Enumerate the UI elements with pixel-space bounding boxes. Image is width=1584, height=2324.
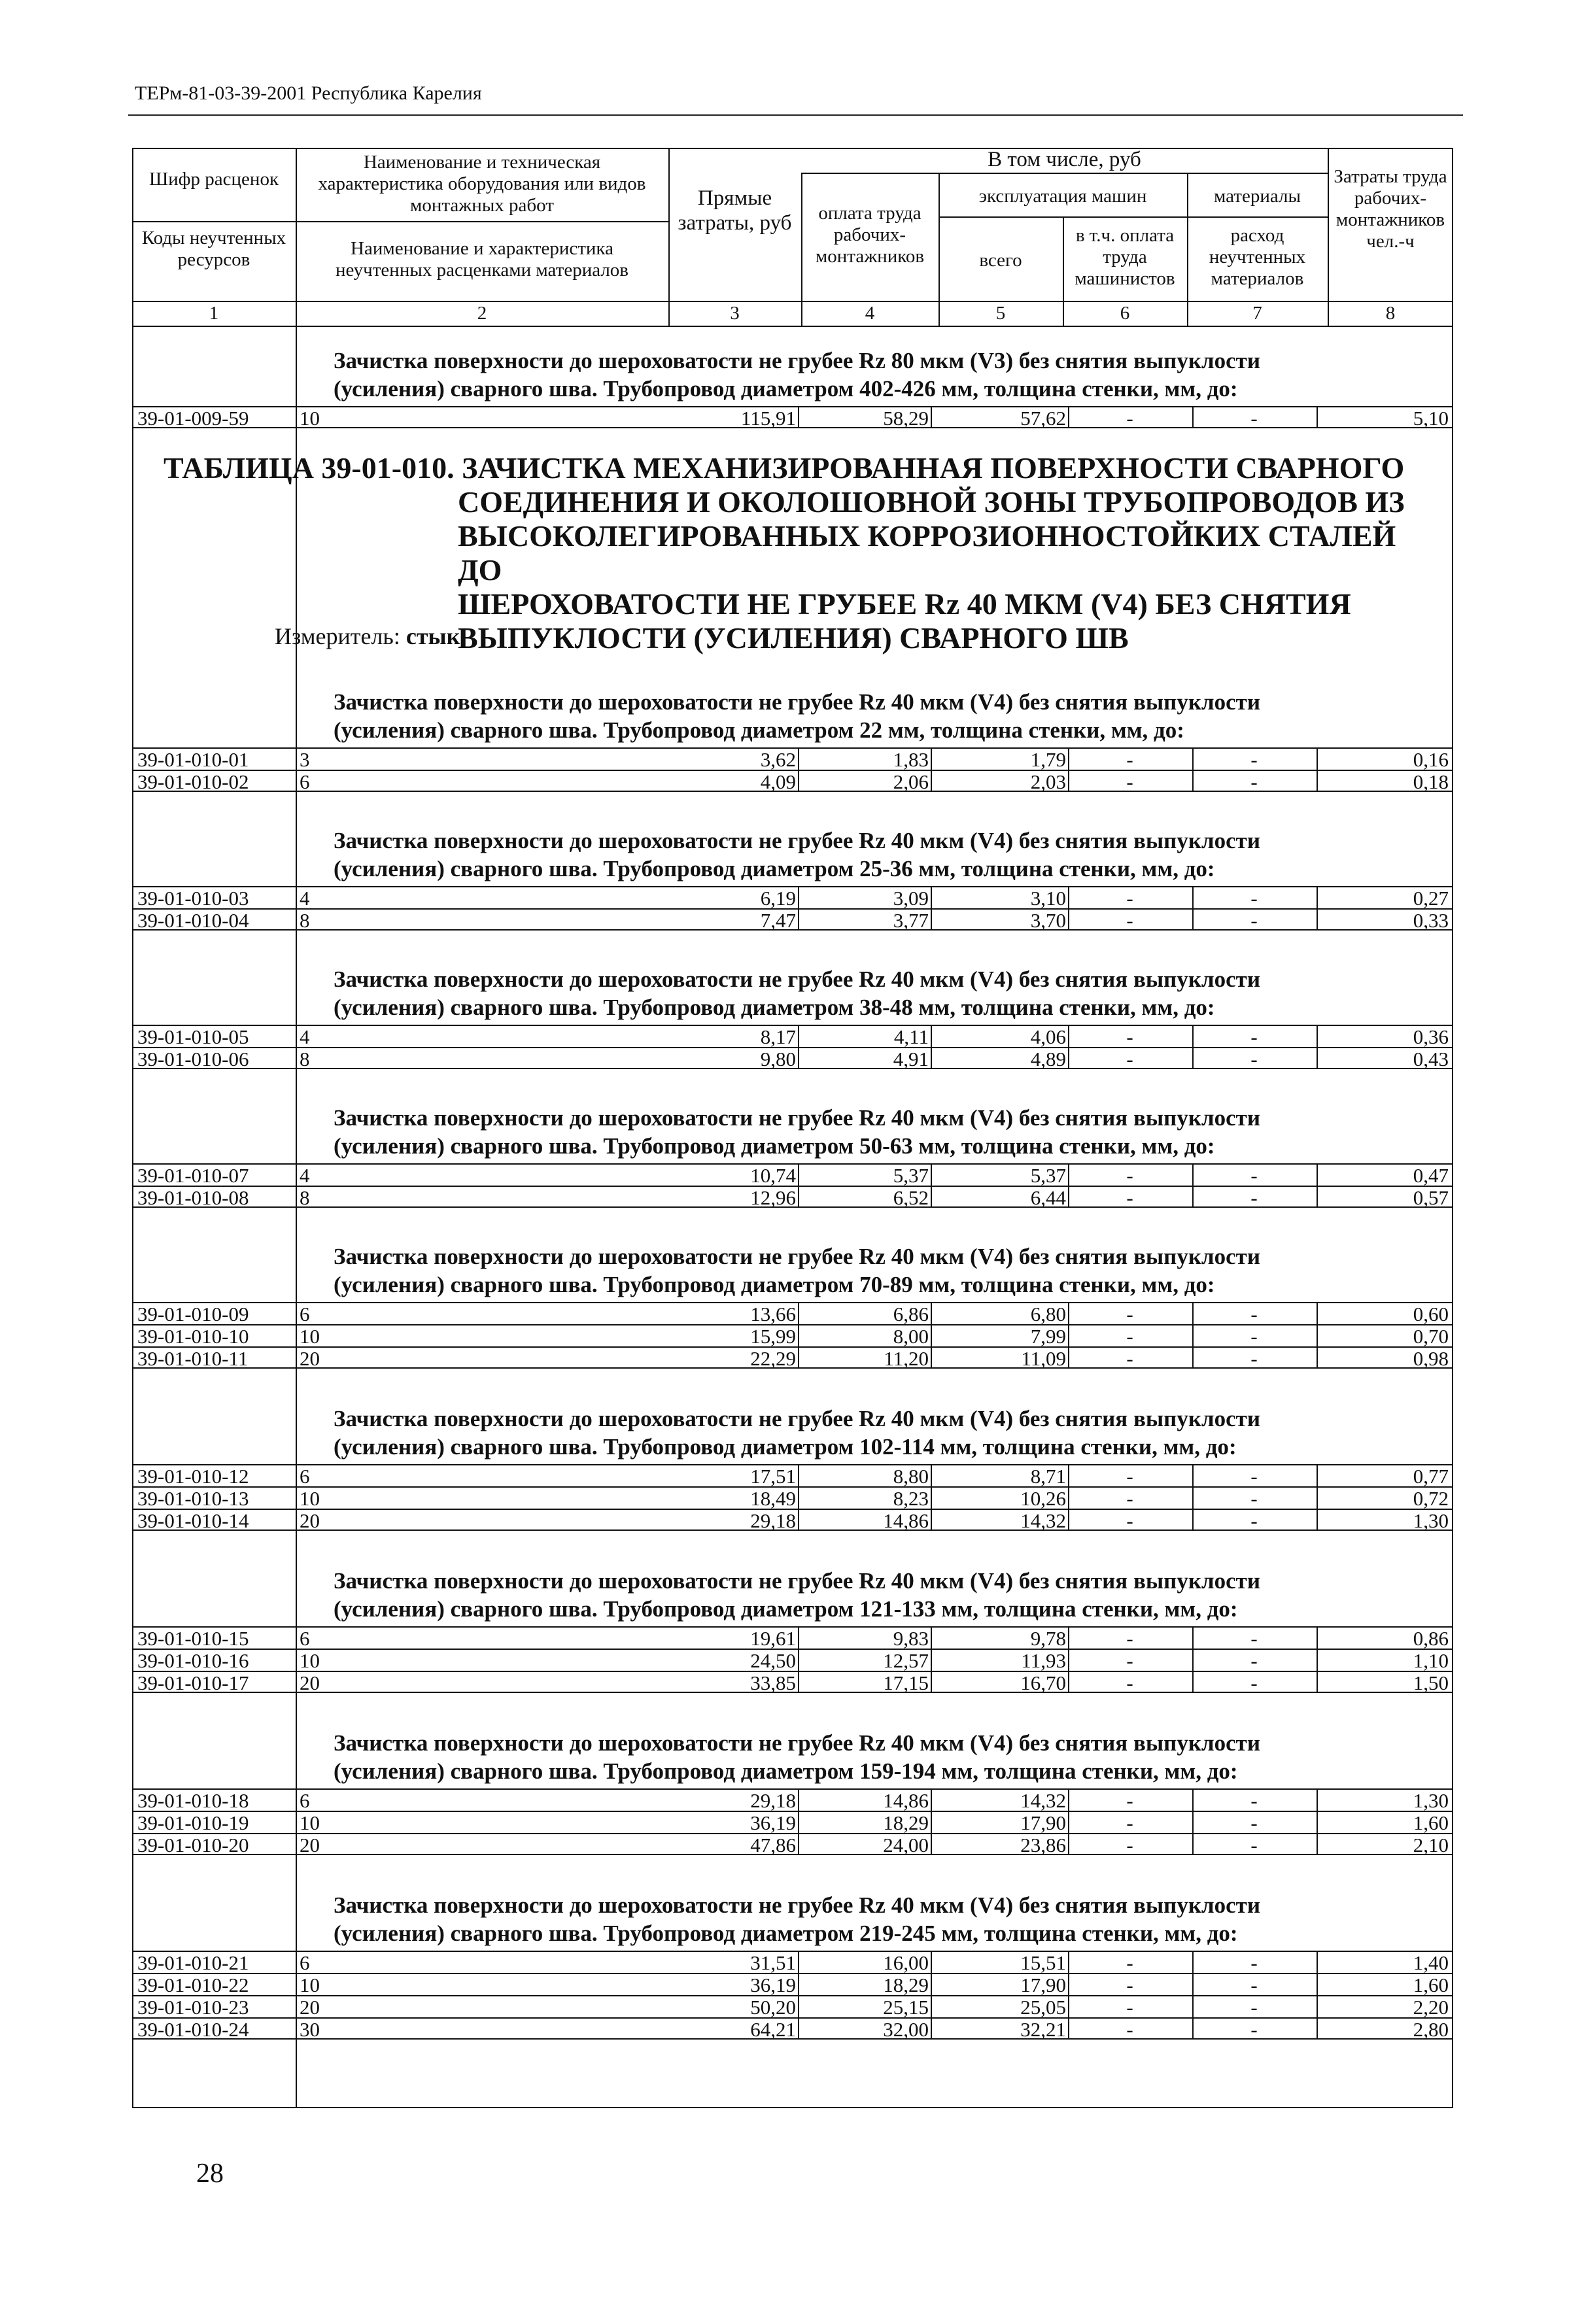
labor-cost-cell: 17,15 xyxy=(801,1672,932,1693)
materials-cost-cell: - xyxy=(1194,1465,1318,1486)
table-row xyxy=(132,1995,1453,2017)
machine-cost-cell: 3,70 xyxy=(938,910,1069,931)
group-title-line: (усиления) сварного шва. Трубопровод диаметром 38-48 мм, толщина стенки, мм, до: xyxy=(334,995,1215,1020)
machine-cost-cell: 17,90 xyxy=(938,1812,1069,1833)
direct-cost-cell: 18,49 xyxy=(668,1488,799,1509)
table-row xyxy=(132,1346,1453,1369)
machinist-pay-cell: - xyxy=(1069,1834,1194,1855)
machinist-pay-cell: - xyxy=(1069,1952,1194,1973)
price-code-cell: 39-01-010-17 xyxy=(137,1671,249,1694)
labor-cost-cell: 18,29 xyxy=(801,1974,932,1995)
materials-cost-cell: - xyxy=(1194,771,1318,792)
direct-cost-cell: 36,19 xyxy=(668,1812,799,1833)
header-c4: оплата труда рабочих-монтажников xyxy=(815,203,925,267)
price-code-cell: 39-01-010-19 xyxy=(137,1811,249,1834)
machine-cost-cell: 4,06 xyxy=(938,1026,1069,1047)
materials-cost-cell: - xyxy=(1194,1048,1318,1069)
table-row xyxy=(132,770,1453,792)
thickness-cell: 20 xyxy=(300,1996,320,2019)
table-row xyxy=(132,1302,1453,1324)
thickness-cell: 10 xyxy=(300,1974,320,1996)
group-title-line: Зачистка поверхности до шероховатости не грубее Rz 40 мкм (V4) без снятия выпуклости xyxy=(334,1244,1261,1269)
materials-cost-cell: - xyxy=(1194,1510,1318,1531)
section-title-line: Зачистка поверхности до шероховатости не грубее Rz 80 мкм (V3) без снятия выпуклости xyxy=(334,348,1261,373)
group-title-line: Зачистка поверхности до шероховатости не грубее Rz 40 мкм (V4) без снятия выпуклости xyxy=(334,966,1261,992)
header-c8: Затраты труда рабочих-монтажников чел.-ч xyxy=(1334,166,1447,252)
machinist-pay-cell: - xyxy=(1069,1026,1194,1047)
header-number-8: 8 xyxy=(1385,303,1396,324)
header-c7: расход неучтенных материалов xyxy=(1209,225,1306,289)
group-title xyxy=(334,1729,1260,1785)
table-row xyxy=(132,1973,1453,1995)
labor-hours-cell: 1,30 xyxy=(1413,1509,1449,1532)
table-caption-line-1 xyxy=(164,451,1445,485)
materials-cost-cell: - xyxy=(1194,1325,1318,1346)
header-machines: эксплуатация машин xyxy=(978,186,1147,207)
thickness-cell: 8 xyxy=(300,909,310,932)
price-code-cell: 39-01-010-18 xyxy=(137,1789,249,1812)
table-caption-text: ЗАЧИСТКА МЕХАНИЗИРОВАННАЯ ПОВЕРХНОСТИ СВАРНОГО xyxy=(462,451,1405,485)
header-c1-bottom: Коды неучтенных ресурсов xyxy=(141,228,286,270)
machine-cost-cell: 15,51 xyxy=(938,1952,1069,1973)
labor-cost-cell: 12,57 xyxy=(801,1650,932,1671)
labor-cost-cell: 24,00 xyxy=(801,1834,932,1855)
materials-cost-cell: - xyxy=(1194,407,1318,428)
direct-cost-cell: 6,19 xyxy=(668,887,799,908)
labor-cost-cell: 8,23 xyxy=(801,1488,932,1509)
running-header: ТЕРм-81-03-39-2001 Республика Карелия xyxy=(135,82,482,104)
group-title xyxy=(334,688,1260,744)
materials-cost-cell: - xyxy=(1194,2019,1318,2040)
machine-cost-cell: 6,80 xyxy=(938,1303,1069,1324)
materials-cost-cell: - xyxy=(1194,1952,1318,1973)
labor-cost-cell: 32,00 xyxy=(801,2019,932,2040)
direct-cost-cell: 4,09 xyxy=(668,771,799,792)
price-code-cell: 39-01-010-15 xyxy=(137,1627,249,1650)
group-title-line: Зачистка поверхности до шероховатости не грубее Rz 40 мкм (V4) без снятия выпуклости xyxy=(334,689,1261,715)
group-title-line: Зачистка поверхности до шероховатости не грубее Rz 40 мкм (V4) без снятия выпуклости xyxy=(334,1892,1261,1918)
machine-cost-cell: 3,10 xyxy=(938,887,1069,908)
thickness-cell: 20 xyxy=(300,1671,320,1694)
thickness-cell: 6 xyxy=(300,1951,310,1974)
header-numbers-top-rule xyxy=(132,301,1453,302)
machinist-pay-cell: - xyxy=(1069,1465,1194,1486)
header-col-divider-8 xyxy=(1328,148,1329,327)
labor-cost-cell: 25,15 xyxy=(801,1996,932,2017)
price-code-cell: 39-01-010-01 xyxy=(137,748,249,771)
header-number-5: 5 xyxy=(995,303,1006,324)
table-row xyxy=(132,2017,1453,2040)
direct-cost-cell: 22,29 xyxy=(668,1348,799,1369)
thickness-cell: 20 xyxy=(300,1347,320,1370)
machinist-pay-cell: - xyxy=(1069,407,1194,428)
labor-cost-cell: 14,86 xyxy=(801,1790,932,1811)
materials-cost-cell: - xyxy=(1194,749,1318,770)
price-code-cell: 39-01-010-04 xyxy=(137,909,249,932)
table-caption-prefix: ТАБЛИЦА 39-01-010. xyxy=(164,451,455,485)
table-row xyxy=(132,886,1453,908)
materials-cost-cell: - xyxy=(1194,1790,1318,1811)
price-code-cell: 39-01-010-12 xyxy=(137,1465,249,1488)
materials-cost-cell: - xyxy=(1194,1348,1318,1369)
labor-cost-cell: 14,86 xyxy=(801,1510,932,1531)
direct-cost-cell: 64,21 xyxy=(668,2019,799,2040)
header-col-divider-6 xyxy=(1063,216,1064,327)
labor-hours-cell: 0,60 xyxy=(1413,1303,1449,1325)
machinist-pay-cell: - xyxy=(1069,1165,1194,1186)
materials-cost-cell: - xyxy=(1194,1628,1318,1649)
materials-cost-cell: - xyxy=(1194,910,1318,931)
labor-cost-cell: 8,00 xyxy=(801,1325,932,1346)
direct-cost-cell: 13,66 xyxy=(668,1303,799,1324)
materials-cost-cell: - xyxy=(1194,1650,1318,1671)
price-code-cell: 39-01-010-10 xyxy=(137,1325,249,1348)
thickness-cell: 20 xyxy=(300,1509,320,1532)
header-number-6: 6 xyxy=(1120,303,1130,324)
group-title-line: (усиления) сварного шва. Трубопровод диаметром 121-133 мм, толщина стенки, мм, до: xyxy=(334,1596,1238,1622)
labor-hours-cell: 0,70 xyxy=(1413,1325,1449,1348)
machinist-pay-cell: - xyxy=(1069,749,1194,770)
group-title-line: (усиления) сварного шва. Трубопровод диаметром 22 мм, толщина стенки, мм, до: xyxy=(334,717,1184,743)
machinist-pay-cell: - xyxy=(1069,771,1194,792)
thickness-cell: 8 xyxy=(300,1186,310,1209)
direct-cost-cell: 3,62 xyxy=(668,749,799,770)
labor-cost-cell: 11,20 xyxy=(801,1348,932,1369)
price-code-cell: 39-01-010-05 xyxy=(137,1025,249,1048)
direct-cost-cell: 50,20 xyxy=(668,1996,799,2017)
group-title-line: (усиления) сварного шва. Трубопровод диаметром 219-245 мм, толщина стенки, мм, до: xyxy=(334,1921,1238,1946)
machinist-pay-cell: - xyxy=(1069,1187,1194,1208)
header-number-4: 4 xyxy=(865,303,875,324)
price-code-cell: 39-01-010-21 xyxy=(137,1951,249,1974)
labor-hours-cell: 1,50 xyxy=(1413,1671,1449,1694)
labor-cost-cell: 8,80 xyxy=(801,1465,932,1486)
labor-hours-cell: 0,47 xyxy=(1413,1164,1449,1187)
machine-cost-cell: 16,70 xyxy=(938,1672,1069,1693)
price-code-cell: 39-01-010-24 xyxy=(137,2018,249,2041)
group-title-line: Зачистка поверхности до шероховатости не грубее Rz 40 мкм (V4) без снятия выпуклости xyxy=(334,1105,1261,1131)
machinist-pay-cell: - xyxy=(1069,1790,1194,1811)
direct-cost-cell: 36,19 xyxy=(668,1974,799,1995)
machine-cost-cell: 57,62 xyxy=(938,407,1069,428)
materials-cost-cell: - xyxy=(1194,1488,1318,1509)
thickness-cell: 6 xyxy=(300,1789,310,1812)
direct-cost-cell: 115,91 xyxy=(668,407,799,428)
group-title xyxy=(334,1891,1260,1947)
labor-hours-cell: 0,18 xyxy=(1413,770,1449,793)
materials-cost-cell: - xyxy=(1194,1996,1318,2017)
price-code-cell: 39-01-010-11 xyxy=(137,1347,249,1370)
table-row xyxy=(132,1464,1453,1486)
table-row xyxy=(132,1163,1453,1186)
materials-cost-cell: - xyxy=(1194,1165,1318,1186)
labor-hours-cell: 5,10 xyxy=(1413,407,1449,430)
labor-cost-cell: 5,37 xyxy=(801,1165,932,1186)
table-row xyxy=(132,406,1453,428)
direct-cost-cell: 7,47 xyxy=(668,910,799,931)
labor-hours-cell: 0,16 xyxy=(1413,748,1449,771)
machinist-pay-cell: - xyxy=(1069,1996,1194,2017)
group-title-line: (усиления) сварного шва. Трубопровод диаметром 50-63 мм, толщина стенки, мм, до: xyxy=(334,1133,1215,1159)
thickness-cell: 4 xyxy=(300,887,310,910)
price-code-cell: 39-01-010-16 xyxy=(137,1649,249,1672)
machine-cost-cell: 6,44 xyxy=(938,1187,1069,1208)
header-c2-bottom: Наименование и характеристика неучтенных расценками материалов xyxy=(336,238,628,281)
labor-cost-cell: 4,11 xyxy=(801,1026,932,1047)
labor-hours-cell: 1,40 xyxy=(1413,1951,1449,1974)
direct-cost-cell: 29,18 xyxy=(668,1790,799,1811)
direct-cost-cell: 17,51 xyxy=(668,1465,799,1486)
direct-cost-cell: 15,99 xyxy=(668,1325,799,1346)
section-title-line: (усиления) сварного шва. Трубопровод диаметром 402-426 мм, толщина стенки, мм, до: xyxy=(334,376,1238,402)
labor-hours-cell: 0,86 xyxy=(1413,1627,1449,1650)
machinist-pay-cell: - xyxy=(1069,1048,1194,1069)
machinist-pay-cell: - xyxy=(1069,1325,1194,1346)
table-row xyxy=(132,1788,1453,1811)
group-title-line: (усиления) сварного шва. Трубопровод диаметром 25-36 мм, толщина стенки, мм, до: xyxy=(334,856,1215,881)
labor-cost-cell: 2,06 xyxy=(801,771,932,792)
direct-cost-cell: 31,51 xyxy=(668,1952,799,1973)
table-row xyxy=(132,747,1453,770)
header-materials: материалы xyxy=(1214,186,1301,207)
table-row xyxy=(132,1186,1453,1208)
labor-hours-cell: 1,30 xyxy=(1413,1789,1449,1812)
labor-hours-cell: 1,10 xyxy=(1413,1649,1449,1672)
labor-hours-cell: 2,10 xyxy=(1413,1834,1449,1856)
measure-unit xyxy=(275,623,460,650)
group-title-line: Зачистка поверхности до шероховатости не грубее Rz 40 мкм (V4) без снятия выпуклости xyxy=(334,1568,1261,1594)
page-number: 28 xyxy=(196,2159,224,2189)
group-title xyxy=(334,1104,1260,1160)
labor-cost-cell: 6,86 xyxy=(801,1303,932,1324)
labor-cost-cell: 1,83 xyxy=(801,749,932,770)
machine-cost-cell: 32,21 xyxy=(938,2019,1069,2040)
table-row xyxy=(132,1951,1453,1973)
machinist-pay-cell: - xyxy=(1069,887,1194,908)
labor-cost-cell: 16,00 xyxy=(801,1952,932,1973)
group-title-line: (усиления) сварного шва. Трубопровод диаметром 159-194 мм, толщина стенки, мм, до: xyxy=(334,1758,1238,1784)
header-c5: всего xyxy=(979,250,1022,271)
group-title-line: (усиления) сварного шва. Трубопровод диаметром 102-114 мм, толщина стенки, мм, до: xyxy=(334,1434,1237,1460)
price-code-cell: 39-01-010-20 xyxy=(137,1834,249,1856)
labor-cost-cell: 3,77 xyxy=(801,910,932,931)
table-row xyxy=(132,1486,1453,1509)
direct-cost-cell: 9,80 xyxy=(668,1048,799,1069)
machinist-pay-cell: - xyxy=(1069,1303,1194,1324)
thickness-cell: 4 xyxy=(300,1164,310,1187)
measure-unit-label: Измеритель: xyxy=(275,623,400,649)
labor-hours-cell: 0,27 xyxy=(1413,887,1449,910)
machinist-pay-cell: - xyxy=(1069,1812,1194,1833)
thickness-cell: 10 xyxy=(300,1487,320,1510)
header-c6: в т.ч. оплата труда машинистов xyxy=(1075,225,1175,289)
materials-cost-cell: - xyxy=(1194,887,1318,908)
machinist-pay-cell: - xyxy=(1069,2019,1194,2040)
machine-cost-cell: 2,03 xyxy=(938,771,1069,792)
group-title xyxy=(334,965,1260,1021)
table-caption-line-2: СОЕДИНЕНИЯ И ОКОЛОШОВНОЙ ЗОНЫ ТРУБОПРОВОДОВ ИЗ xyxy=(458,485,1405,519)
labor-hours-cell: 0,33 xyxy=(1413,909,1449,932)
labor-hours-cell: 0,57 xyxy=(1413,1186,1449,1209)
header-c3: Прямые затраты, руб xyxy=(678,186,792,235)
materials-cost-cell: - xyxy=(1194,1187,1318,1208)
header-col-divider-4 xyxy=(801,173,802,327)
machinist-pay-cell: - xyxy=(1069,1628,1194,1649)
materials-cost-cell: - xyxy=(1194,1812,1318,1833)
machinist-pay-cell: - xyxy=(1069,1672,1194,1693)
thickness-cell: 6 xyxy=(300,1465,310,1488)
thickness-cell: 6 xyxy=(300,770,310,793)
table-row xyxy=(132,1833,1453,1855)
labor-hours-cell: 1,60 xyxy=(1413,1974,1449,1996)
machine-cost-cell: 14,32 xyxy=(938,1510,1069,1531)
price-code-cell: 39-01-009-59 xyxy=(137,407,249,430)
machine-cost-cell: 8,71 xyxy=(938,1465,1069,1486)
materials-cost-cell: - xyxy=(1194,1303,1318,1324)
machinist-pay-cell: - xyxy=(1069,1650,1194,1671)
thickness-cell: 10 xyxy=(300,1811,320,1834)
labor-cost-cell: 4,91 xyxy=(801,1048,932,1069)
group-title-line: Зачистка поверхности до шероховатости не грубее Rz 40 мкм (V4) без снятия выпуклости xyxy=(334,1406,1261,1431)
machine-cost-cell: 14,32 xyxy=(938,1790,1069,1811)
header-group-rule xyxy=(801,173,1328,174)
price-code-cell: 39-01-010-03 xyxy=(137,887,249,910)
header-col-divider-3 xyxy=(668,148,670,327)
labor-cost-cell: 3,09 xyxy=(801,887,932,908)
direct-cost-cell: 12,96 xyxy=(668,1187,799,1208)
header-c1-top: Шифр расценок xyxy=(148,169,279,190)
header-number-3: 3 xyxy=(730,303,740,324)
machinist-pay-cell: - xyxy=(1069,1348,1194,1369)
machinist-pay-cell: - xyxy=(1069,1974,1194,1995)
labor-cost-cell: 6,52 xyxy=(801,1187,932,1208)
thickness-cell: 20 xyxy=(300,1834,320,1856)
labor-hours-cell: 0,72 xyxy=(1413,1487,1449,1510)
labor-cost-cell: 18,29 xyxy=(801,1812,932,1833)
labor-hours-cell: 0,98 xyxy=(1413,1347,1449,1370)
group-title xyxy=(334,827,1260,883)
table-row xyxy=(132,1811,1453,1833)
labor-cost-cell: 9,83 xyxy=(801,1628,932,1649)
group-title-line: Зачистка поверхности до шероховатости не грубее Rz 40 мкм (V4) без снятия выпуклости xyxy=(334,1730,1261,1756)
group-title xyxy=(334,1242,1260,1299)
header-sub-rule xyxy=(938,216,1328,218)
materials-cost-cell: - xyxy=(1194,1834,1318,1855)
direct-cost-cell: 47,86 xyxy=(668,1834,799,1855)
labor-hours-cell: 0,36 xyxy=(1413,1025,1449,1048)
labor-hours-cell: 2,80 xyxy=(1413,2018,1449,2041)
table-row xyxy=(132,1025,1453,1047)
machine-cost-cell: 10,26 xyxy=(938,1488,1069,1509)
materials-cost-cell: - xyxy=(1194,1974,1318,1995)
group-title xyxy=(334,1567,1260,1623)
machine-cost-cell: 17,90 xyxy=(938,1974,1069,1995)
table-row xyxy=(132,1509,1453,1531)
labor-hours-cell: 0,43 xyxy=(1413,1048,1449,1070)
direct-cost-cell: 10,74 xyxy=(668,1165,799,1186)
labor-hours-cell: 2,20 xyxy=(1413,1996,1449,2019)
thickness-cell: 3 xyxy=(300,748,310,771)
header-number-7: 7 xyxy=(1252,303,1262,324)
group-title-line: (усиления) сварного шва. Трубопровод диаметром 70-89 мм, толщина стенки, мм, до: xyxy=(334,1272,1215,1297)
price-code-cell: 39-01-010-08 xyxy=(137,1186,249,1209)
thickness-cell: 6 xyxy=(300,1303,310,1325)
price-code-cell: 39-01-010-13 xyxy=(137,1487,249,1510)
section-title xyxy=(334,347,1260,403)
group-title xyxy=(334,1405,1260,1461)
header-number-1: 1 xyxy=(209,303,219,324)
measure-unit-value: стык xyxy=(405,623,460,649)
labor-hours-cell: 0,77 xyxy=(1413,1465,1449,1488)
price-code-cell: 39-01-010-09 xyxy=(137,1303,249,1325)
thickness-cell: 30 xyxy=(300,2018,320,2041)
materials-cost-cell: - xyxy=(1194,1672,1318,1693)
price-code-cell: 39-01-010-07 xyxy=(137,1164,249,1187)
labor-cost-cell: 58,29 xyxy=(801,407,932,428)
table-caption-line-4: ШЕРОХОВАТОСТИ НЕ ГРУБЕЕ Rz 40 МКМ (V4) БЕЗ СНЯТИЯ xyxy=(458,587,1351,621)
header-number-2: 2 xyxy=(477,303,487,324)
table-row xyxy=(132,1047,1453,1069)
header-group: В том числе, руб xyxy=(988,148,1141,171)
price-code-cell: 39-01-010-02 xyxy=(137,770,249,793)
table-caption-line-5: ВЫПУКЛОСТИ (УСИЛЕНИЯ) СВАРНОГО ШВ xyxy=(458,621,1129,655)
direct-cost-cell: 33,85 xyxy=(668,1672,799,1693)
machinist-pay-cell: - xyxy=(1069,910,1194,931)
price-code-cell: 39-01-010-23 xyxy=(137,1996,249,2019)
direct-cost-cell: 29,18 xyxy=(668,1510,799,1531)
header-c2-top: Наименование и техническая характеристика оборудования или видов монтажных работ xyxy=(318,152,646,216)
table-row xyxy=(132,1649,1453,1671)
thickness-cell: 10 xyxy=(300,1649,320,1672)
machine-cost-cell: 7,99 xyxy=(938,1325,1069,1346)
materials-cost-cell: - xyxy=(1194,1026,1318,1047)
price-code-cell: 39-01-010-14 xyxy=(137,1509,249,1532)
machine-cost-cell: 9,78 xyxy=(938,1628,1069,1649)
machine-cost-cell: 23,86 xyxy=(938,1834,1069,1855)
thickness-cell: 8 xyxy=(300,1048,310,1070)
direct-cost-cell: 19,61 xyxy=(668,1628,799,1649)
thickness-cell: 6 xyxy=(300,1627,310,1650)
machine-cost-cell: 5,37 xyxy=(938,1165,1069,1186)
machine-cost-cell: 11,09 xyxy=(938,1348,1069,1369)
header-rule xyxy=(128,114,1463,116)
direct-cost-cell: 8,17 xyxy=(668,1026,799,1047)
thickness-cell: 10 xyxy=(300,1325,320,1348)
header-mid-rule xyxy=(132,221,668,222)
thickness-cell: 10 xyxy=(300,407,320,430)
labor-hours-cell: 1,60 xyxy=(1413,1811,1449,1834)
price-code-cell: 39-01-010-22 xyxy=(137,1974,249,1996)
table-row xyxy=(132,1626,1453,1649)
table-row xyxy=(132,1671,1453,1693)
thickness-cell: 4 xyxy=(300,1025,310,1048)
header-bottom-rule xyxy=(132,326,1453,327)
table-row xyxy=(132,908,1453,931)
table-row xyxy=(132,1324,1453,1346)
machine-cost-cell: 4,89 xyxy=(938,1048,1069,1069)
price-code-cell: 39-01-010-06 xyxy=(137,1048,249,1070)
machine-cost-cell: 1,79 xyxy=(938,749,1069,770)
machine-cost-cell: 25,05 xyxy=(938,1996,1069,2017)
machine-cost-cell: 11,93 xyxy=(938,1650,1069,1671)
group-title-line: Зачистка поверхности до шероховатости не грубее Rz 40 мкм (V4) без снятия выпуклости xyxy=(334,828,1261,853)
table-caption-line-3: ВЫСОКОЛЕГИРОВАННЫХ КОРРОЗИОННОСТОЙКИХ СТАЛЕЙ ДО xyxy=(458,519,1396,587)
direct-cost-cell: 24,50 xyxy=(668,1650,799,1671)
machinist-pay-cell: - xyxy=(1069,1488,1194,1509)
machinist-pay-cell: - xyxy=(1069,1510,1194,1531)
